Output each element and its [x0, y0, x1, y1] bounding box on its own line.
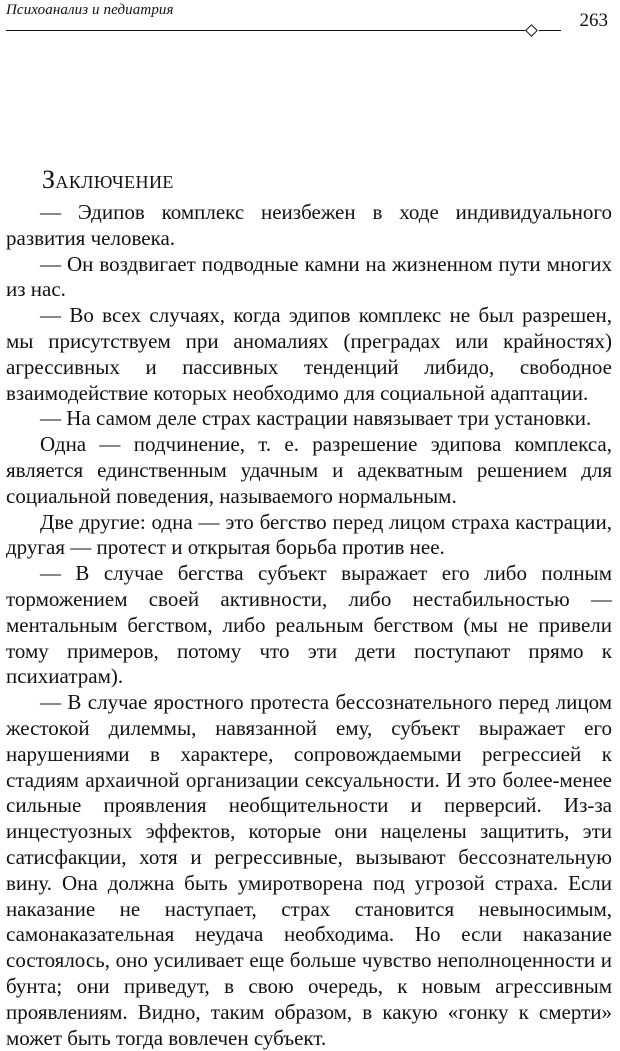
page-number: 263	[579, 10, 608, 31]
paragraph: — На самом деле страх кастрации навязывает три установки.	[40, 406, 592, 431]
paragraph: — Во всех случаях, когда эдипов комплекс не был разрешен, мы присутствуем при аномалиях (преградах или крайностях) агрессивных и пассивных тенденций либидо, свободное взаимодействие которых необходимо для социальной адаптации.	[6, 303, 612, 405]
paragraph: — В случае бегства субъект выражает его либо полным торможением своей активности, либо нестабильностью — ментальным бегством, либо реальным бегством (мы не привели тому примеров, потому что эти дети поступают прямо к психиатрам).	[6, 561, 612, 689]
paragraph: Две другие: одна — это бегство перед лицом страха кастрации, другая — протест и открытая борьба против нее.	[6, 509, 612, 560]
paragraph: Одна — подчинение, т. е. разрешение эдипова комплекса, является единственным удачным и адекватным решением для социальной поведения, называемого нормальным.	[6, 432, 612, 508]
body-text	[6, 200, 612, 1051]
paragraph: — В случае яростного протеста бессознательного перед лицом жестокой дилеммы, навязанной ему, субъект выражает его нарушениями в характере, сопровождаемыми регрессией к стадиям архаичной организации сексуальности. И это более-менее сильные проявления необщительности и перверсий. Из-за инцестуозных эффектов, которые они нацелены защитить, эти сатисфакции, хотя и регрессивные, вызывают бессознательную вину. Она должна быть умиротворена под угрозой страха. Если наказание не наступает, страх становится невыносимым, самонаказательная неудача необходима. Но если наказание состоялось, оно усиливает еще больше чувство неполноценности и бунта; они приведут, в свою очередь, к новым агрессивным проявлениям. Видно, таким образом, в какую «гонку к смерти» может быть тогда вовлечен субъект.	[6, 690, 612, 1050]
paragraph: — Он воздвигает подводные камни на жизненном пути многих из нас.	[6, 251, 612, 302]
rule-ornament-diamond	[525, 24, 538, 37]
section-heading: Заключение	[42, 165, 174, 194]
running-head: Психоанализ и педиатрия	[6, 2, 174, 18]
header-rule	[6, 30, 532, 31]
header-rule-tail	[539, 30, 561, 31]
paragraph: — Эдипов комплекс неизбежен в ходе индивидуального развития человека.	[6, 200, 612, 250]
